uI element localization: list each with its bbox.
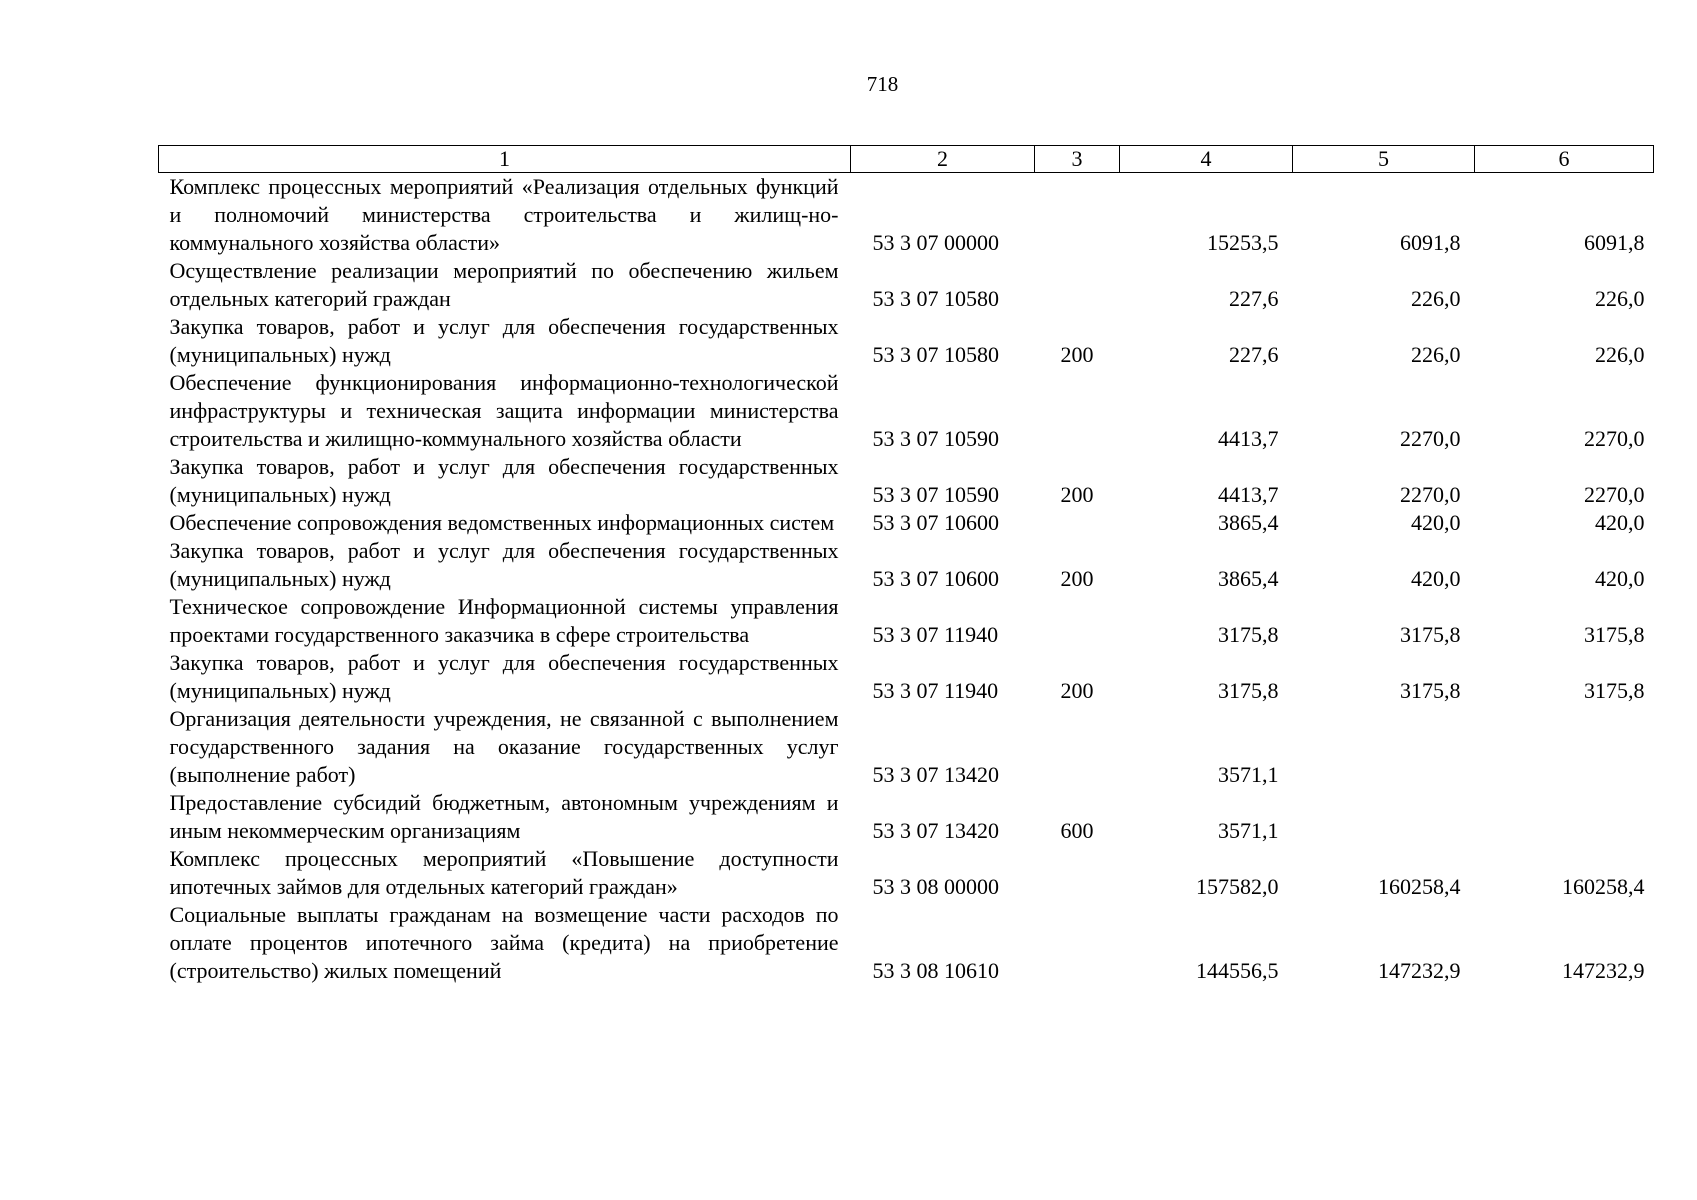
expense-type: 200 (1060, 342, 1094, 367)
item-code: 53 3 07 10590 (872, 426, 999, 451)
amount-col-6: 420,0 (1595, 510, 1645, 535)
amount-col-6: 147232,9 (1562, 958, 1645, 983)
amount-col-6: 6091,8 (1584, 230, 1645, 255)
amount-col-6 (1475, 705, 1654, 789)
amount-col-4: 15253,5 (1207, 230, 1279, 255)
table-row (159, 313, 1654, 369)
amount-col-6: 226,0 (1595, 342, 1645, 367)
item-code: 53 3 07 13420 (872, 818, 999, 843)
table-row (159, 453, 1654, 509)
table-row (159, 537, 1654, 593)
table-row (159, 649, 1654, 705)
item-name: Комплекс процессных мероприятий «Повышение доступности ипотечных займов для отдельных категорий граждан» (169, 846, 839, 899)
amount-col-6: 2270,0 (1584, 482, 1645, 507)
column-header: 3 (1035, 146, 1120, 173)
column-header: 6 (1475, 146, 1654, 173)
amount-col-4: 3571,1 (1218, 762, 1279, 787)
amount-col-4: 3175,8 (1218, 678, 1279, 703)
item-name: Закупка товаров, работ и услуг для обеспечения государственных (муниципальных) нужд (169, 538, 839, 591)
amount-col-6: 420,0 (1595, 566, 1645, 591)
amount-col-6: 226,0 (1595, 286, 1645, 311)
expense-type (1035, 257, 1120, 313)
amount-col-5 (1293, 705, 1475, 789)
item-code: 53 3 08 10610 (872, 958, 999, 983)
amount-col-6: 3175,8 (1584, 622, 1645, 647)
amount-col-6: 3175,8 (1584, 678, 1645, 703)
amount-col-5: 420,0 (1411, 566, 1461, 591)
item-name: Организация деятельности учреждения, не связанной с выполнением государственного задания на оказание государственных услуг (выполнение работ) (169, 706, 839, 787)
item-code: 53 3 07 11940 (872, 678, 999, 703)
amount-col-4: 3865,4 (1218, 510, 1279, 535)
amount-col-6: 160258,4 (1562, 874, 1645, 899)
amount-col-5: 3175,8 (1400, 622, 1461, 647)
amount-col-5: 2270,0 (1400, 482, 1461, 507)
amount-col-5: 3175,8 (1400, 678, 1461, 703)
amount-col-5: 226,0 (1411, 286, 1461, 311)
table-row (159, 593, 1654, 649)
amount-col-4: 144556,5 (1196, 958, 1279, 983)
expense-type: 600 (1060, 818, 1094, 843)
amount-col-4: 227,6 (1229, 286, 1279, 311)
item-name: Техническое сопровождение Информационной системы управления проектами государственного заказчика в сфере строительства (169, 594, 839, 647)
amount-col-4: 227,6 (1229, 342, 1279, 367)
budget-table (158, 145, 1654, 985)
amount-col-5: 226,0 (1411, 342, 1461, 367)
item-code: 53 3 07 00000 (872, 230, 999, 255)
amount-col-4: 157582,0 (1196, 874, 1279, 899)
table-row (159, 173, 1654, 258)
item-code: 53 3 08 00000 (872, 874, 999, 899)
column-header: 2 (851, 146, 1035, 173)
item-name: Осуществление реализации мероприятий по обеспечению жильем отдельных категорий граждан (169, 258, 839, 311)
expense-type (1035, 705, 1120, 789)
page-number: 718 (866, 72, 899, 96)
amount-col-5: 160258,4 (1378, 874, 1461, 899)
item-code: 53 3 07 10600 (872, 566, 999, 591)
expense-type (1035, 901, 1120, 985)
item-name: Закупка товаров, работ и услуг для обеспечения государственных (муниципальных) нужд (169, 314, 839, 367)
expense-type (1035, 845, 1120, 901)
amount-col-5: 2270,0 (1400, 426, 1461, 451)
table-row (159, 705, 1654, 789)
table-row (159, 789, 1654, 845)
item-name: Обеспечение сопровождения ведомственных информационных систем (169, 510, 835, 535)
amount-col-4: 4413,7 (1218, 482, 1279, 507)
item-code: 53 3 07 10580 (872, 342, 999, 367)
item-name: Обеспечение функционирования информационно-технологической инфраструктуры и техническая защита информации министерства строительства и жилищно-коммунального хозяйства области (169, 370, 839, 451)
table-row (159, 509, 1654, 537)
expense-type: 200 (1060, 482, 1094, 507)
table-row (159, 257, 1654, 313)
table-row (159, 845, 1654, 901)
item-name: Социальные выплаты гражданам на возмещение части расходов по оплате процентов ипотечного займа (кредита) на приобретение (строительство) жилых помещений (169, 902, 839, 983)
amount-col-5: 420,0 (1411, 510, 1461, 535)
amount-col-5: 147232,9 (1378, 958, 1461, 983)
table-row (159, 901, 1654, 985)
column-header: 1 (159, 146, 851, 173)
item-code: 53 3 07 10600 (872, 510, 999, 535)
expense-type: 200 (1060, 678, 1094, 703)
amount-col-5: 6091,8 (1400, 230, 1461, 255)
expense-type (1035, 173, 1120, 258)
item-name: Предоставление субсидий бюджетным, автономным учреждениям и иным некоммерческим организациям (169, 790, 839, 843)
item-code: 53 3 07 13420 (872, 762, 999, 787)
item-name: Комплекс процессных мероприятий «Реализация отдельных функций и полномочий министерства строительства и жилищ-но-коммунального хозяйства области» (169, 174, 839, 255)
header-row (159, 146, 1654, 173)
amount-col-4: 3865,4 (1218, 566, 1279, 591)
amount-col-4: 3571,1 (1218, 818, 1279, 843)
amount-col-6 (1475, 789, 1654, 845)
amount-col-4: 4413,7 (1218, 426, 1279, 451)
item-name: Закупка товаров, работ и услуг для обеспечения государственных (муниципальных) нужд (169, 650, 839, 703)
item-code: 53 3 07 11940 (872, 622, 999, 647)
expense-type (1035, 369, 1120, 453)
expense-type (1035, 509, 1120, 537)
table-row (159, 369, 1654, 453)
amount-col-6: 2270,0 (1584, 426, 1645, 451)
expense-type (1035, 593, 1120, 649)
item-code: 53 3 07 10580 (872, 286, 999, 311)
column-header: 5 (1293, 146, 1475, 173)
amount-col-5 (1293, 789, 1475, 845)
item-code: 53 3 07 10590 (872, 482, 999, 507)
item-name: Закупка товаров, работ и услуг для обеспечения государственных (муниципальных) нужд (169, 454, 839, 507)
column-header: 4 (1120, 146, 1293, 173)
amount-col-4: 3175,8 (1218, 622, 1279, 647)
expense-type: 200 (1060, 566, 1094, 591)
